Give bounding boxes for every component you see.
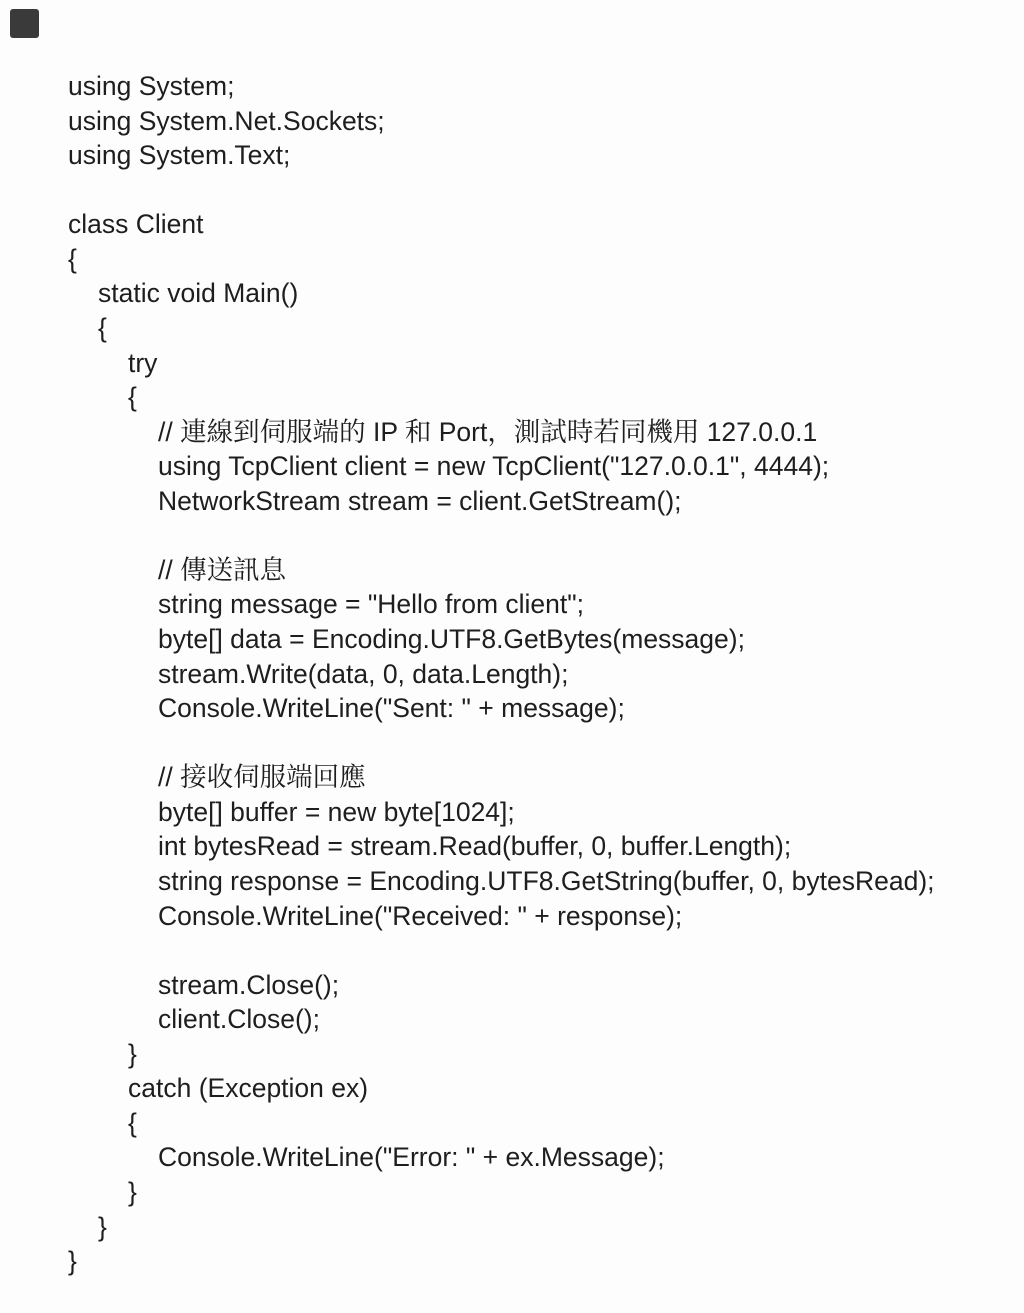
code-line (68, 933, 1024, 968)
code-line: class Client (68, 209, 204, 240)
code-line: NetworkStream stream = client.GetStream(); (158, 485, 682, 516)
code-line: catch (Exception ex) (128, 1073, 369, 1104)
code-line: using System.Net.Sockets; (68, 105, 385, 136)
code-line: } (68, 1246, 77, 1277)
code-line: int bytesRead = stream.Read(buffer, 0, buffer.Length); (158, 831, 792, 862)
code-line: string response = Encoding.UTF8.GetString(buffer, 0, bytesRead); (158, 865, 935, 896)
code-line: Console.WriteLine("Received: " + response); (158, 900, 683, 931)
code-listing (68, 69, 1024, 1279)
code-line: string message = "Hello from client"; (158, 589, 585, 620)
code-line: // 傳送訊息 (158, 554, 287, 585)
code-line: byte[] buffer = new byte[1024]; (158, 796, 515, 827)
code-line: stream.Write(data, 0, data.Length); (158, 658, 569, 689)
code-line: } (98, 1211, 107, 1242)
code-line: stream.Close(); (158, 969, 340, 1000)
code-line (68, 518, 1024, 553)
code-line: // 連線到伺服端的 IP 和 Port，測試時若同機用 127.0.0.1 (158, 416, 818, 447)
code-line: static void Main() (98, 278, 299, 309)
code-line: Console.WriteLine("Error: " + ex.Message); (158, 1142, 665, 1173)
code-line: { (128, 382, 137, 413)
code-line: using System; (68, 71, 235, 101)
code-line: { (98, 312, 107, 343)
code-line (68, 726, 1024, 761)
code-line: } (128, 1177, 137, 1207)
code-line: try (128, 347, 158, 378)
code-line: using TcpClient client = new TcpClient("127.0.0.1", 4444); (158, 451, 830, 482)
code-line: } (128, 1038, 137, 1069)
corner-artifact-square (10, 9, 39, 38)
code-line: { (68, 243, 77, 274)
code-line: { (128, 1107, 137, 1138)
code-line: byte[] data = Encoding.UTF8.GetBytes(message); (158, 624, 745, 654)
code-line: Console.WriteLine("Sent: " + message); (158, 693, 625, 724)
code-line: using System.Text; (68, 140, 291, 171)
code-line: // 接收伺服端回應 (158, 762, 366, 793)
code-line: client.Close(); (158, 1004, 320, 1035)
code-line (68, 173, 1024, 208)
